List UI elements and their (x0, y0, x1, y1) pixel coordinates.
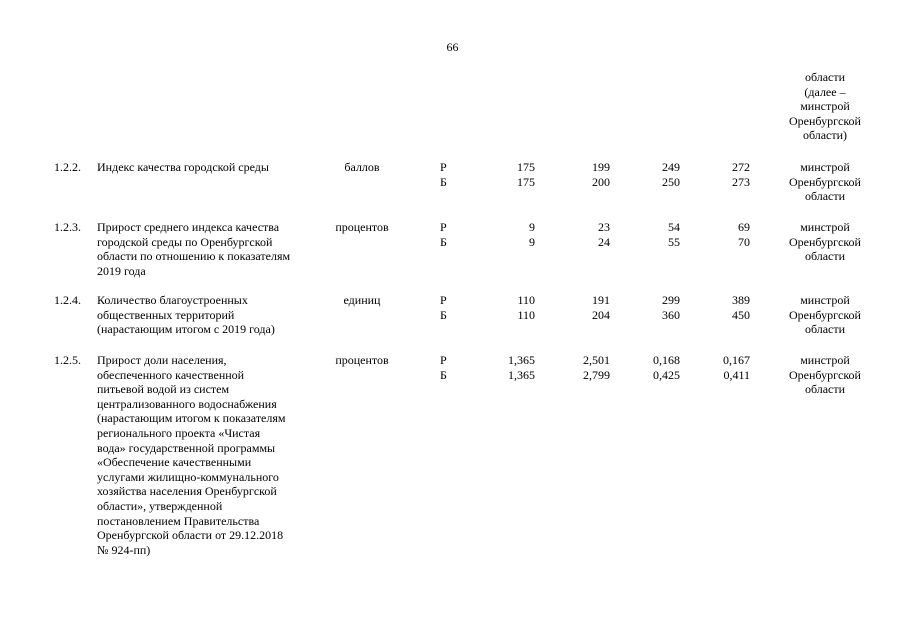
value-year-2: 2,501 2,799 (583, 353, 610, 382)
value-year-1: 110 110 (517, 293, 535, 322)
table-row (0, 220, 905, 278)
value-year-1: 175 175 (517, 160, 535, 189)
unit: баллов (344, 160, 380, 174)
value-year-3: 0,168 0,425 (653, 353, 680, 382)
row-number: 1.2.2. (54, 160, 81, 174)
value-type: Р Б (440, 353, 447, 382)
unit: процентов (335, 353, 389, 367)
table-row (0, 160, 905, 204)
value-type: Р Б (440, 293, 447, 322)
responsible: минстрой Оренбургской области (789, 220, 861, 264)
indicator-name: Количество благоустроенных общественных территорий (нарастающим итогом с 2019 года) (97, 293, 275, 337)
page-number: 66 (446, 40, 459, 54)
value-year-1: 1,365 1,365 (508, 353, 535, 382)
value-year-3: 299 360 (662, 293, 680, 322)
value-year-2: 191 204 (592, 293, 610, 322)
row-number: 1.2.3. (54, 220, 81, 234)
row-number: 1.2.5. (54, 353, 81, 367)
responsible: минстрой Оренбургской области (789, 160, 861, 204)
value-year-1: 9 9 (529, 220, 535, 249)
value-year-2: 199 200 (592, 160, 610, 189)
responsible: минстрой Оренбургской области (789, 353, 861, 397)
unit: единиц (343, 293, 381, 307)
table-row (0, 293, 905, 337)
unit: процентов (335, 220, 389, 234)
indicator-name: Индекс качества городской среды (97, 160, 269, 174)
value-year-4: 272 273 (732, 160, 750, 189)
value-type: Р Б (440, 220, 447, 249)
value-year-4: 389 450 (732, 293, 750, 322)
value-year-4: 0,167 0,411 (723, 353, 750, 382)
indicator-name: Прирост доли населения, обеспеченного качественной питьевой водой из систем централизованного водоснабжения (нарастающим итогом к показателям регионального проекта «Чистая вода» государственной программы «Обеспечение качественными услугами жилищно-коммунального хозяйства населения Оренбургской области», утвержденной постановлением Правительства Оренбургской области от 29.12.2018 № 924-пп) (97, 353, 286, 557)
table-row (0, 353, 905, 557)
value-year-4: 69 70 (738, 220, 750, 249)
value-year-2: 23 24 (598, 220, 610, 249)
responsible: минстрой Оренбургской области (789, 293, 861, 337)
value-type: Р Б (440, 160, 447, 189)
row-number: 1.2.4. (54, 293, 81, 307)
indicator-name: Прирост среднего индекса качества городской среды по Оренбургской области по отношению к показателям 2019 года (97, 220, 291, 278)
value-year-3: 249 250 (662, 160, 680, 189)
continued-responsible-cell: области (далее – минстрой Оренбургской области) (789, 70, 861, 143)
value-year-3: 54 55 (668, 220, 680, 249)
